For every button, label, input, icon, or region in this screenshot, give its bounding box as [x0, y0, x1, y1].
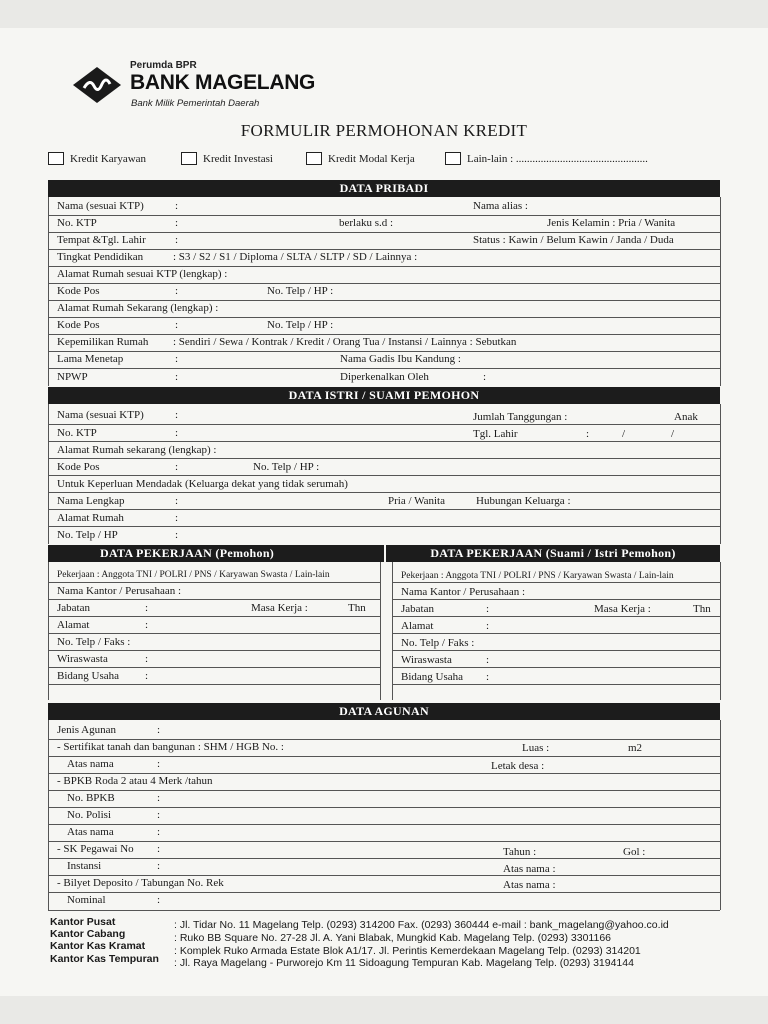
row-line — [48, 458, 720, 459]
row-line — [48, 526, 720, 527]
checkbox[interactable] — [445, 152, 461, 165]
row-line — [48, 667, 380, 668]
row-line — [48, 283, 720, 284]
label-pria-wanita: Pria / Wanita — [388, 495, 445, 507]
date-slash: / — [671, 428, 675, 440]
credit-type-label: Kredit Modal Kerja — [328, 152, 415, 165]
row-line — [48, 739, 720, 740]
row-line — [48, 910, 720, 911]
colon: : — [175, 217, 179, 229]
colon: : — [175, 371, 179, 383]
label-jenis-kelamin: Jenis Kelamin : Pria / Wanita — [547, 217, 676, 229]
label-jenis-agunan: Jenis Agunan — [57, 724, 116, 736]
label-masa-kerja: Masa Kerja : — [251, 602, 308, 614]
label-tahun: Tahun : — [503, 846, 537, 858]
row-line — [48, 441, 720, 442]
row-line — [48, 300, 720, 301]
label-alamat-sekarang: Alamat Rumah Sekarang (lengkap) : — [57, 302, 219, 314]
footer-label: Kantor Kas Tempuran — [50, 953, 159, 965]
footer-label: Kantor Pusat — [50, 916, 116, 928]
label-no-bpkb: No. BPKB — [67, 792, 115, 804]
colon: : — [145, 670, 149, 682]
label-telp: No. Telp / HP : — [267, 319, 334, 331]
label-lama-menetap: Lama Menetap — [57, 353, 124, 365]
label-keperluan-mendadak: Untuk Keperluan Mendadak (Keluarga dekat yang tidak serumah) — [57, 478, 348, 490]
label-status: Status : Kawin / Belum Kawin / Janda / Duda — [473, 234, 674, 246]
footer-value: : Ruko BB Square No. 27-28 Jl. A. Yani Blabak, Mungkid Kab. Magelang Telp. (0293) 3301166 — [174, 932, 612, 944]
credit-type-investasi[interactable] — [181, 152, 273, 165]
row-line — [48, 892, 720, 893]
row-line — [48, 232, 720, 233]
brand-top: Perumda BPR — [130, 60, 197, 71]
row-line — [48, 773, 720, 774]
credit-type-karyawan[interactable] — [48, 152, 146, 165]
colon: : — [486, 654, 490, 666]
form-title: FORMULIR PERMOHONAN KREDIT — [240, 121, 528, 140]
row-line — [48, 875, 720, 876]
row-line — [392, 633, 720, 634]
colon: : — [486, 620, 490, 632]
credit-type-lain[interactable] — [445, 152, 648, 165]
label-kode-pos: Kode Pos — [57, 285, 100, 297]
row-line — [48, 616, 380, 617]
label-wiraswasta: Wiraswasta — [57, 653, 108, 665]
row-line — [48, 824, 720, 825]
section-header-pekerjaan-pemohon: DATA PEKERJAAN (Pemohon) — [48, 545, 384, 562]
section-header-data-pribadi: DATA PRIBADI — [48, 180, 720, 197]
footer-value: : Jl. Raya Magelang - Purworejo Km 11 Sidoagung Tempuran Kab. Magelang Telp. (0293) 3194144 — [174, 957, 634, 969]
footer-value: : Komplek Ruko Armada Estate Blok A1/17. Jl. Perintis Kemerdekaan Magelang Telp. (0293) 314201 — [174, 945, 641, 957]
label-berlaku: berlaku s.d : — [339, 217, 394, 229]
label-jabatan: Jabatan — [401, 603, 434, 615]
label-nama-alias: Nama alias : — [473, 200, 528, 212]
label-no-ktp: No. KTP — [57, 217, 97, 229]
bank-logo-icon — [72, 66, 122, 104]
label-gol: Gol : — [623, 846, 646, 858]
row-line — [392, 616, 720, 617]
label-nominal: Nominal — [67, 894, 106, 906]
label-jabatan: Jabatan — [57, 602, 90, 614]
row-line — [48, 650, 380, 651]
label-hubungan: Hubungan Keluarga : — [476, 495, 571, 507]
row-line — [48, 582, 380, 583]
row-line — [392, 650, 720, 651]
border-right — [720, 404, 721, 544]
label-m2: m2 — [628, 742, 643, 754]
label-bidang-usaha: Bidang Usaha — [57, 670, 120, 682]
colon: : — [175, 200, 179, 212]
label-atas-nama: Atas nama — [67, 758, 114, 770]
border-middle — [380, 562, 381, 700]
row-line — [48, 684, 380, 685]
label-anak: Anak — [674, 411, 698, 423]
label-sertifikat: - Sertifikat tanah dan bangunan : SHM / HGB No. : — [57, 741, 284, 753]
colon: : — [175, 512, 179, 524]
colon: : — [157, 792, 161, 804]
label-bidang-usaha: Bidang Usaha — [401, 671, 464, 683]
label-alamat: Alamat Rumah sekarang (lengkap) : — [57, 444, 217, 456]
colon: : — [157, 826, 161, 838]
border-right — [720, 720, 721, 910]
colon: : — [157, 724, 161, 736]
label-telp: No. Telp / HP : — [267, 285, 334, 297]
section-header-pekerjaan-pasangan: DATA PEKERJAAN (Suami / Istri Pemohon) — [386, 545, 720, 562]
row-line — [48, 424, 720, 425]
colon: : — [175, 285, 179, 297]
label-alamat-rumah: Alamat Rumah — [57, 512, 124, 524]
section-header-data-agunan: DATA AGUNAN — [48, 703, 720, 720]
border-left — [48, 720, 49, 910]
label-alamat-ktp: Alamat Rumah sesuai KTP (lengkap) : — [57, 268, 228, 280]
label-thn: Thn — [348, 602, 366, 614]
label-telp-faks: No. Telp / Faks : — [57, 636, 131, 648]
label-kepemilikan: Kepemilikan Rumah — [57, 336, 149, 348]
colon: : — [145, 619, 149, 631]
label-kode-pos: Kode Pos — [57, 461, 100, 473]
colon: : — [175, 495, 179, 507]
row-line — [48, 509, 720, 510]
colon: : — [483, 371, 487, 383]
border-right — [720, 562, 721, 700]
value-kepemilikan: : Sendiri / Sewa / Kontrak / Kredit / Orang Tua / Instansi / Lainnya : Sebutkan — [173, 336, 517, 348]
row-line — [48, 841, 720, 842]
label-no-polisi: No. Polisi — [67, 809, 112, 821]
label-sk-pegawai: - SK Pegawai No — [57, 843, 134, 855]
row-line — [48, 475, 720, 476]
label-wiraswasta: Wiraswasta — [401, 654, 452, 666]
label-nama-kantor: Nama Kantor / Perusahaan : — [57, 585, 182, 597]
label-atas-nama: Atas nama : — [503, 879, 556, 891]
label-tanggungan: Jumlah Tanggungan : — [473, 411, 568, 423]
row-line — [48, 334, 720, 335]
row-line — [48, 633, 380, 634]
label-alamat: Alamat — [57, 619, 90, 631]
credit-type-label: Lain-lain : ................................................ — [467, 152, 648, 165]
label-telp-hp: No. Telp / HP — [57, 529, 118, 541]
checkbox[interactable] — [48, 152, 64, 165]
colon: : — [145, 602, 149, 614]
border-right — [720, 197, 721, 386]
checkbox[interactable] — [306, 152, 322, 165]
colon: : — [145, 653, 149, 665]
row-line — [48, 317, 720, 318]
label-tgl-lahir: Tgl. Lahir — [473, 428, 518, 440]
label-masa-kerja: Masa Kerja : — [594, 603, 651, 615]
brand-subtitle: Bank Milik Pemerintah Daerah — [131, 98, 260, 109]
label-no-ktp: No. KTP — [57, 427, 97, 439]
row-line — [48, 790, 720, 791]
label-nama: Nama (sesuai KTP) — [57, 409, 144, 421]
label-telp-faks: No. Telp / Faks : — [401, 637, 475, 649]
colon: : — [157, 843, 161, 855]
colon: : — [157, 809, 161, 821]
label-nama-lengkap: Nama Lengkap — [57, 495, 125, 507]
colon: : — [175, 319, 179, 331]
row-line — [392, 667, 720, 668]
colon: : — [486, 603, 490, 615]
colon: : — [586, 428, 590, 440]
row-line — [392, 684, 720, 685]
row-line — [48, 249, 720, 250]
label-pekerjaan: Pekerjaan : Anggota TNI / POLRI / PNS / Karyawan Swasta / Lain-lain — [401, 571, 674, 581]
label-atas-nama: Atas nama — [67, 826, 114, 838]
colon: : — [175, 529, 179, 541]
label-nama: Nama (sesuai KTP) — [57, 200, 144, 212]
row-line — [48, 858, 720, 859]
label-atas-nama: Atas nama : — [503, 863, 556, 875]
row-line — [48, 807, 720, 808]
label-bilyet: - Bilyet Deposito / Tabungan No. Rek — [57, 877, 224, 889]
section-header-data-istri: DATA ISTRI / SUAMI PEMOHON — [48, 387, 720, 404]
row-line — [48, 599, 380, 600]
date-slash: / — [622, 428, 626, 440]
row-line — [48, 756, 720, 757]
label-alamat: Alamat — [401, 620, 434, 632]
label-thn: Thn — [693, 603, 711, 615]
value-pendidikan: : S3 / S2 / S1 / Diploma / SLTA / SLTP / SD / Lainnya : — [173, 251, 418, 263]
credit-type-modal-kerja[interactable] — [306, 152, 415, 165]
colon: : — [175, 461, 179, 473]
colon: : — [157, 758, 161, 770]
border-left — [48, 197, 49, 386]
label-instansi: Instansi — [67, 860, 102, 872]
label-bpkb: - BPKB Roda 2 atau 4 Merk /tahun — [57, 775, 213, 787]
colon: : — [175, 427, 179, 439]
row-line — [48, 351, 720, 352]
label-telp: No. Telp / HP : — [253, 461, 320, 473]
label-npwp: NPWP — [57, 371, 88, 383]
label-nama-kantor: Nama Kantor / Perusahaan : — [401, 586, 526, 598]
credit-type-label: Kredit Karyawan — [70, 152, 147, 165]
label-luas: Luas : — [522, 742, 550, 754]
footer-label: Kantor Cabang — [50, 928, 126, 940]
footer-value: : Jl. Tidar No. 11 Magelang Telp. (0293) 314200 Fax. (0293) 360444 e-mail : bank_magelang@yahoo.co.id — [174, 919, 669, 931]
footer-label: Kantor Kas Kramat — [50, 940, 146, 952]
row-line — [48, 492, 720, 493]
colon: : — [157, 860, 161, 872]
row-line — [48, 215, 720, 216]
colon: : — [486, 671, 490, 683]
label-diperkenalkan: Diperkenalkan Oleh — [340, 371, 429, 383]
credit-type-label: Kredit Investasi — [203, 152, 273, 165]
label-pendidikan: Tingkat Pendidikan — [57, 251, 144, 263]
colon: : — [175, 234, 179, 246]
row-line — [48, 266, 720, 267]
label-pekerjaan: Pekerjaan : Anggota TNI / POLRI / PNS / Karyawan Swasta / Lain-lain — [57, 570, 330, 580]
row-line — [48, 368, 720, 369]
checkbox[interactable] — [181, 152, 197, 165]
row-line — [392, 599, 720, 600]
colon: : — [157, 894, 161, 906]
label-kode-pos: Kode Pos — [57, 319, 100, 331]
label-ttl: Tempat &Tgl. Lahir — [57, 234, 146, 246]
label-ibu-kandung: Nama Gadis Ibu Kandung : — [340, 353, 461, 365]
label-letak-desa: Letak desa : — [491, 760, 545, 772]
brand-name: BANK MAGELANG — [130, 71, 316, 94]
colon: : — [175, 353, 179, 365]
border-left — [48, 404, 49, 544]
colon: : — [175, 409, 179, 421]
